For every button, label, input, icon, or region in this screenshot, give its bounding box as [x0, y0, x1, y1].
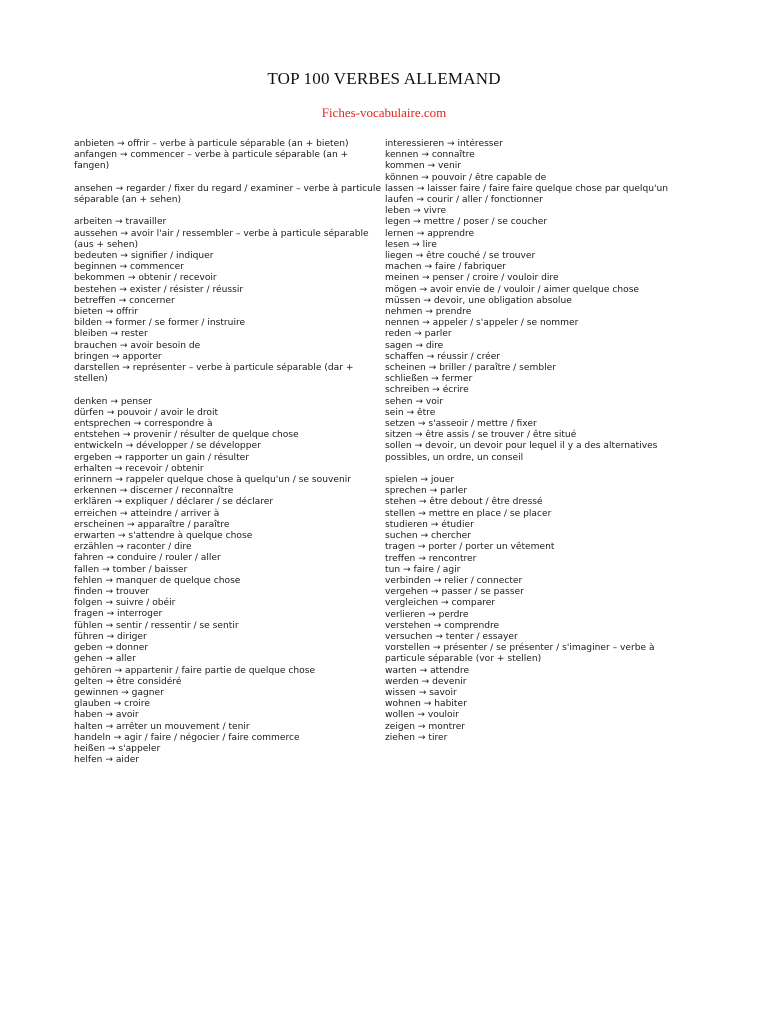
verb-entry: fragen → interroger	[74, 609, 163, 620]
verb-entry: erkennen → discerner / reconnaître	[74, 486, 234, 497]
verb-entry: fehlen → manquer de quelque chose	[74, 575, 241, 586]
entry-spacer	[74, 385, 384, 396]
verb-entry: vergleichen → comparer	[385, 598, 496, 609]
verb-entry: machen → faire / fabriquer	[385, 262, 506, 273]
verb-entry: werden → devenir	[385, 676, 467, 687]
verb-entry: entstehen → provenir / résulter de quelque chose	[74, 430, 299, 441]
verb-entry: stellen → mettre en place / se placer	[385, 508, 552, 519]
verb-entry: erinnern → rappeler quelque chose à quelqu'un / se souvenir	[74, 475, 351, 486]
verb-entry: sitzen → être assis / se trouver / être situé	[385, 430, 577, 441]
verb-entry: müssen → devoir, une obligation absolue	[385, 295, 572, 306]
verb-entry: führen → diriger	[74, 631, 147, 642]
verb-entry: gehören → appartenir / faire partie de quelque chose	[74, 665, 316, 676]
verb-entry: handeln → agir / faire / négocier / faire commerce	[74, 732, 300, 743]
verb-entry: kommen → venir	[385, 161, 461, 172]
verb-entry: verbinden → relier / connecter	[385, 575, 523, 586]
verb-entry: bilden → former / se former / instruire	[74, 318, 246, 329]
verb-entry: versuchen → tenter / essayer	[385, 631, 518, 642]
verb-entry: tragen → porter / porter un vêtement	[385, 542, 555, 553]
verb-entry: sprechen → parler	[385, 486, 468, 497]
verb-entry: leben → vivre	[385, 206, 447, 217]
verb-entry: wissen → savoir	[385, 687, 457, 698]
verb-entry: reden → parler	[385, 329, 452, 340]
entry-spacer	[74, 173, 384, 184]
verb-entry: erklären → expliquer / déclarer / se déclarer	[74, 497, 274, 508]
verb-entry: tun → faire / agir	[385, 564, 461, 575]
verb-entry: interessieren → intéresser	[385, 139, 503, 149]
verb-entry: setzen → s'asseoir / mettre / fixer	[385, 419, 537, 430]
verb-entry: bringen → apporter	[74, 351, 162, 362]
verb-entry: fahren → conduire / rouler / aller	[74, 553, 221, 564]
verb-entry: bedeuten → signifier / indiquer	[74, 251, 214, 261]
verb-entry: betreffen → concerner	[74, 295, 175, 306]
site-name: Fiches-vocabulaire.com	[321, 105, 447, 120]
verb-entry: brauchen → avoir besoin de	[74, 340, 201, 351]
verb-entry: ansehen → regarder / fixer du regard / examiner – verbe à particule séparable (an + sehen)	[74, 183, 382, 205]
verb-entry: gehen → aller	[74, 654, 136, 665]
verb-entry: anfangen → commencer – verbe à particule séparable (an + fangen)	[74, 150, 349, 172]
verb-entry: heißen → s'appeler	[74, 743, 161, 754]
verb-list-right	[385, 139, 685, 744]
verb-entry: suchen → chercher	[385, 531, 472, 542]
verb-entry: bekommen → obtenir / recevoir	[74, 273, 217, 284]
verb-entry: erwarten → s'attendre à quelque chose	[74, 531, 253, 542]
verb-entry: erzählen → raconter / dire	[74, 542, 192, 553]
verb-entry: ziehen → tirer	[385, 732, 448, 743]
verb-entry: denken → penser	[74, 396, 153, 407]
verb-entry: können → pouvoir / être capable de	[385, 172, 547, 183]
verb-entry: nennen → appeler / s'appeler / se nommer	[385, 318, 579, 329]
verb-entry: mögen → avoir envie de / vouloir / aimer quelque chose	[385, 284, 640, 295]
verb-entry: verlieren → perdre	[385, 609, 469, 620]
verb-entry: zeigen → montrer	[385, 721, 466, 732]
verb-entry: vorstellen → présenter / se présenter / s'imaginer – verbe à particule séparable (vor + stellen)	[385, 643, 655, 665]
verb-entry: gelten → être considéré	[74, 676, 182, 687]
verb-entry: bestehen → exister / résister / réussir	[74, 284, 244, 295]
verb-entry: studieren → étudier	[385, 519, 474, 530]
verb-entry: sehen → voir	[385, 396, 444, 407]
verb-entry: schaffen → réussir / créer	[385, 351, 501, 362]
verb-entry: gewinnen → gagner	[74, 687, 164, 698]
verb-entry: vergehen → passer / se passer	[385, 587, 524, 598]
verb-entry: schließen → fermer	[385, 374, 473, 385]
verb-entry: fühlen → sentir / ressentir / se sentir	[74, 620, 239, 631]
verb-entry: haben → avoir	[74, 710, 139, 721]
verb-entry: wollen → vouloir	[385, 710, 459, 721]
verb-entry: darstellen → représenter – verbe à particule séparable (dar + stellen)	[74, 363, 354, 385]
verb-entry: lesen → lire	[385, 239, 437, 250]
verb-entry: entsprechen → correspondre à	[74, 419, 213, 430]
verb-entry: ergeben → rapporter un gain / résulter	[74, 452, 249, 463]
verb-entry: kennen → connaître	[385, 150, 475, 161]
verb-entry: verstehen → comprendre	[385, 620, 500, 631]
verb-entry: anbieten → offrir – verbe à particule séparable (an + bieten)	[74, 139, 349, 149]
verb-entry: arbeiten → travailler	[74, 217, 167, 228]
verb-entry: nehmen → prendre	[385, 307, 472, 318]
verb-entry: schreiben → écrire	[385, 385, 469, 396]
verb-entry: lernen → apprendre	[385, 228, 475, 239]
verb-entry: helfen → aider	[74, 755, 140, 766]
verb-entry: bleiben → rester	[74, 329, 148, 340]
verb-entry: meinen → penser / croire / vouloir dire	[385, 273, 559, 284]
verb-entry: laufen → courir / aller / fonctionner	[385, 195, 543, 206]
verb-entry: aussehen → avoir l'air / ressembler – verbe à particule séparable (aus + sehen)	[74, 228, 369, 250]
verb-entry: bieten → offrir	[74, 307, 139, 318]
verb-entry: beginnen → commencer	[74, 262, 184, 273]
verb-entry: folgen → suivre / obéir	[74, 598, 176, 609]
verb-entry: spielen → jouer	[385, 475, 455, 486]
verb-entry: geben → donner	[74, 643, 149, 654]
verb-entry: glauben → croire	[74, 699, 150, 710]
verb-entry: warten → attendre	[385, 665, 470, 676]
verb-entry: entwickeln → développer / se développer	[74, 441, 261, 452]
verb-entry: wohnen → habiter	[385, 699, 467, 710]
verb-entry: erscheinen → apparaître / paraître	[74, 519, 230, 530]
verb-entry: sollen → devoir, un devoir pour lequel il y a des alternatives possibles, un ordre, un conseil	[385, 441, 658, 463]
verb-entry: treffen → rencontrer	[385, 553, 477, 564]
verb-entry: dürfen → pouvoir / avoir le droit	[74, 407, 219, 418]
entry-spacer	[74, 206, 384, 217]
verb-entry: sein → être	[385, 407, 436, 418]
verb-entry: halten → arrêter un mouvement / tenir	[74, 721, 250, 732]
page-title: TOP 100 VERBES ALLEMAND	[267, 69, 501, 88]
verb-entry: legen → mettre / poser / se coucher	[385, 217, 548, 228]
verb-entry: stehen → être debout / être dressé	[385, 497, 543, 508]
verb-list-left	[74, 139, 384, 766]
verb-entry: sagen → dire	[385, 340, 444, 351]
verb-entry: fallen → tomber / baisser	[74, 564, 188, 575]
verb-entry: erreichen → atteindre / arriver à	[74, 508, 220, 519]
verb-entry: erhalten → recevoir / obtenir	[74, 463, 204, 474]
verb-entry: liegen → être couché / se trouver	[385, 251, 536, 262]
verb-entry: scheinen → briller / paraître / sembler	[385, 363, 556, 374]
entry-spacer	[385, 464, 685, 475]
verb-entry: lassen → laisser faire / faire faire quelque chose par quelqu'un	[385, 183, 669, 194]
verb-entry: finden → trouver	[74, 587, 150, 598]
